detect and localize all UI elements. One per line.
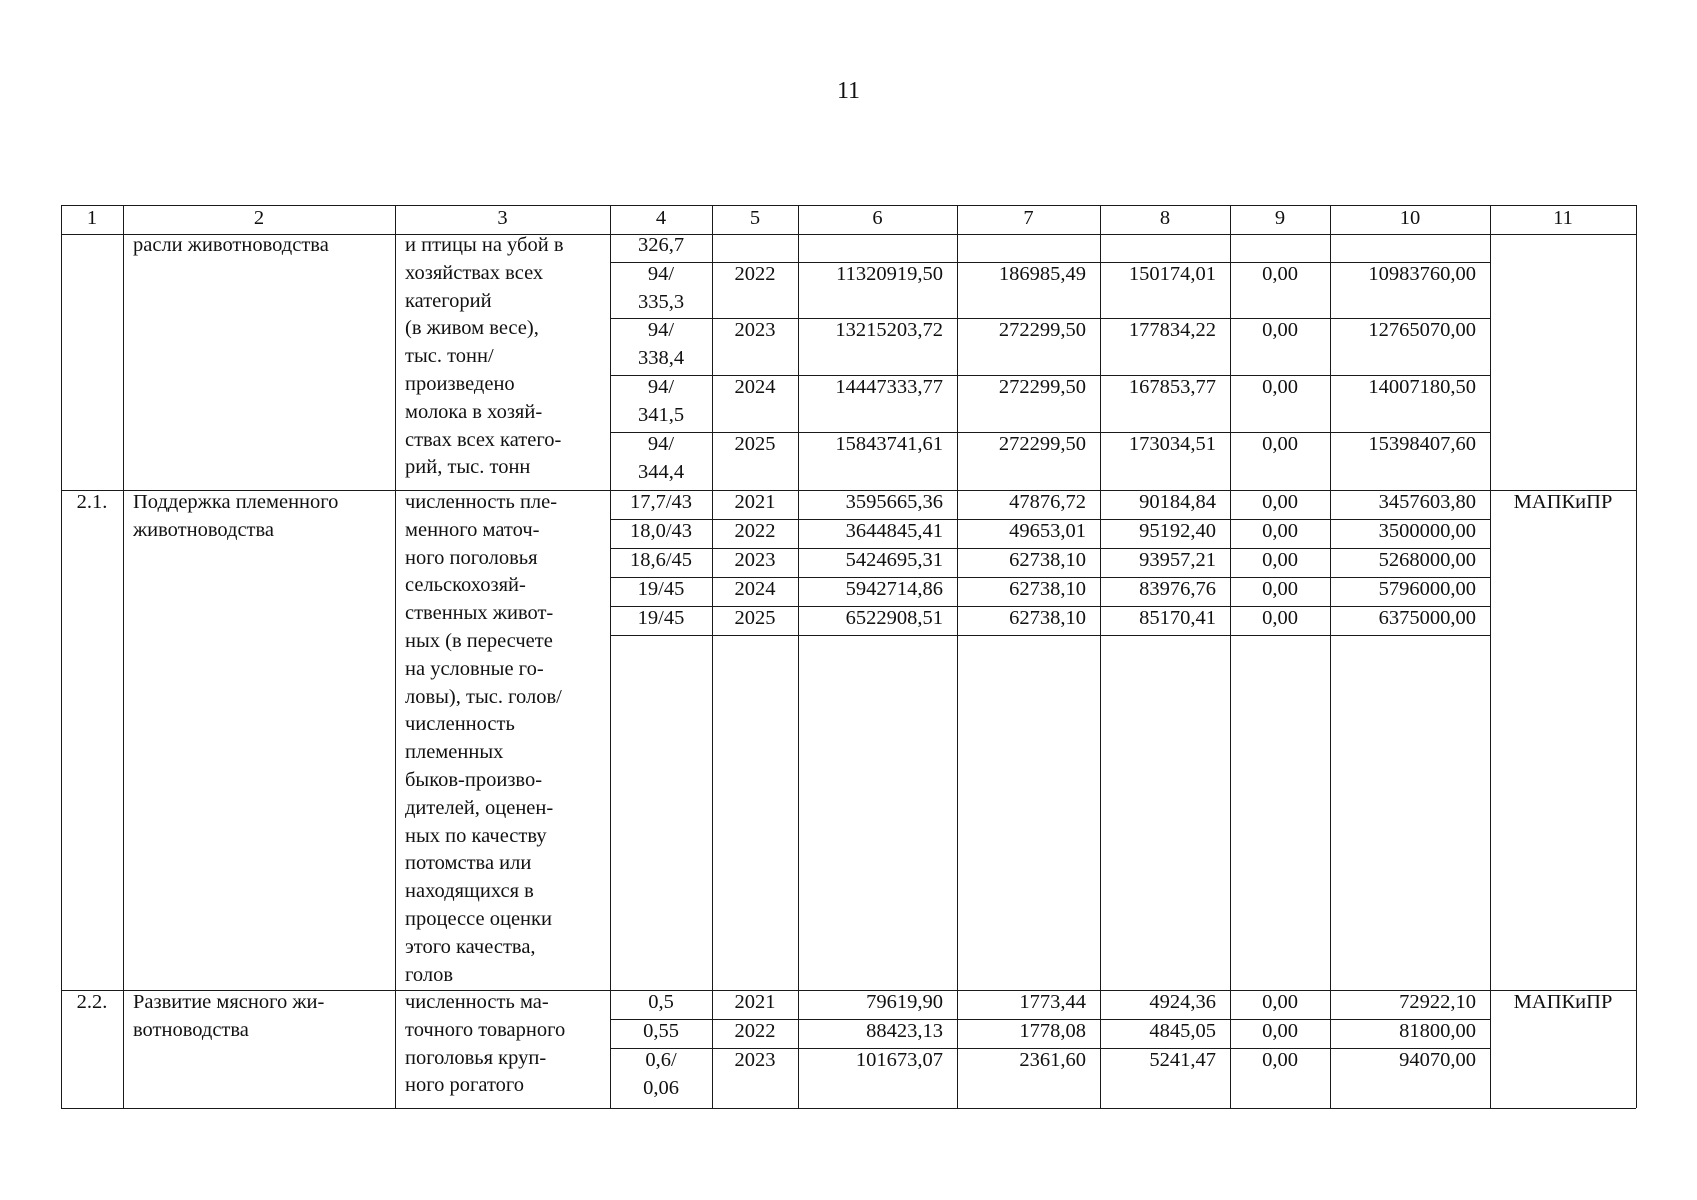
row-indicator: этого качества,	[405, 935, 536, 958]
amount-total: 79619,90	[866, 991, 943, 1013]
indicator-value: 338,4	[637, 346, 685, 369]
row-indicator: тыс. тонн/	[405, 345, 494, 368]
amount-total: 3595665,36	[845, 491, 943, 513]
amount-federal: 1778,08	[1019, 1020, 1086, 1042]
amount-extrabudget: 81800,00	[1399, 1020, 1476, 1042]
executor: МАПКиПР	[1513, 991, 1613, 1013]
column-header: 6	[872, 207, 883, 229]
amount-extrabudget: 12765070,00	[1368, 319, 1476, 341]
amount-federal: 272299,50	[998, 433, 1086, 455]
amount-federal: 186985,49	[998, 263, 1086, 285]
amount-extrabudget: 14007180,50	[1368, 376, 1476, 398]
indicator-value: 94/	[647, 319, 675, 341]
row-indicator: (в живом весе),	[405, 317, 539, 340]
amount-local: 0,00	[1262, 491, 1298, 513]
year: 2024	[734, 376, 776, 398]
amount-federal: 62738,10	[1009, 549, 1086, 571]
amount-total: 5424695,31	[845, 549, 943, 571]
amount-regional: 177834,22	[1128, 319, 1216, 341]
amount-federal: 62738,10	[1009, 607, 1086, 629]
row-indicator: менного маточ-	[405, 518, 540, 541]
row-indicator: численность ма-	[405, 991, 549, 1013]
indicator-value: 94/	[647, 376, 675, 398]
row-indicator: точного товарного	[405, 1018, 566, 1041]
amount-regional: 95192,40	[1139, 520, 1216, 542]
row-indicator: и птицы на убой в	[405, 234, 564, 256]
row-indicator: потомства или	[405, 852, 532, 875]
row-indicator: племенных	[405, 741, 504, 764]
row-indicator: быков-произво-	[405, 769, 543, 791]
page-number: 11	[836, 78, 861, 104]
amount-extrabudget: 94070,00	[1399, 1049, 1476, 1071]
column-header: 10	[1399, 207, 1421, 229]
column-header: 7	[1023, 207, 1034, 229]
amount-federal: 62738,10	[1009, 578, 1086, 600]
row-indicator: произведено	[405, 373, 515, 395]
row-indicator: голов	[405, 963, 454, 986]
year: 2025	[734, 607, 776, 629]
year: 2021	[734, 991, 776, 1013]
indicator-value: 94/	[647, 263, 675, 285]
indicator-value: 326,7	[637, 234, 685, 256]
table-rule	[610, 635, 1490, 636]
year: 2022	[734, 1020, 776, 1042]
amount-local: 0,00	[1262, 1049, 1298, 1071]
row-indicator: рий, тыс. тонн	[405, 456, 531, 479]
column-header: 9	[1274, 207, 1286, 229]
year: 2023	[734, 1049, 776, 1071]
indicator-value: 0,5	[648, 991, 674, 1013]
indicator-value: 0,06	[643, 1076, 679, 1099]
row-indicator: ственных живот-	[405, 602, 554, 625]
row-name: вотноводства	[133, 1018, 249, 1041]
amount-total: 15843741,61	[835, 433, 943, 455]
amount-regional: 5241,47	[1149, 1049, 1216, 1071]
table-rule	[61, 205, 62, 1108]
indicator-value: 17,7/43	[629, 491, 693, 513]
year: 2025	[734, 433, 776, 455]
row-indicator: ловы), тыс. голов/	[405, 685, 562, 708]
column-header: 8	[1159, 207, 1171, 229]
amount-regional: 85170,41	[1139, 607, 1216, 629]
row-indicator: категорий	[405, 289, 492, 312]
row-indicator: на условные го-	[405, 657, 544, 680]
table-rule	[1636, 205, 1637, 1108]
amount-total: 13215203,72	[835, 319, 943, 341]
amount-extrabudget: 6375000,00	[1378, 607, 1476, 629]
amount-total: 101673,07	[855, 1049, 943, 1071]
indicator-value: 19/45	[637, 578, 685, 600]
row-indicator: ных по качеству	[405, 824, 547, 847]
row-indicator: процессе оценки	[405, 908, 552, 930]
amount-federal: 272299,50	[998, 376, 1086, 398]
amount-total: 14447333,77	[835, 376, 943, 398]
row-name: Поддержка племенного	[133, 491, 339, 513]
year: 2024	[734, 578, 776, 600]
amount-extrabudget: 3500000,00	[1378, 520, 1476, 542]
amount-total: 6522908,51	[845, 607, 943, 629]
indicator-value: 0,6/	[645, 1049, 677, 1071]
amount-extrabudget: 5796000,00	[1378, 578, 1476, 600]
amount-regional: 4924,36	[1149, 991, 1216, 1013]
row-name: расли животноводства	[133, 234, 329, 256]
table-rule	[123, 205, 124, 1108]
amount-total: 5942714,86	[845, 578, 943, 600]
amount-federal: 1773,44	[1019, 991, 1086, 1013]
indicator-value: 19/45	[637, 607, 685, 629]
amount-regional: 4845,05	[1149, 1020, 1216, 1042]
indicator-value: 94/	[647, 433, 675, 455]
amount-regional: 173034,51	[1128, 433, 1216, 455]
year: 2023	[734, 549, 776, 571]
column-header: 4	[655, 207, 667, 229]
amount-local: 0,00	[1262, 578, 1298, 600]
column-header: 11	[1553, 207, 1573, 229]
amount-total: 3644845,41	[845, 520, 943, 542]
year: 2023	[734, 319, 776, 341]
row-indicator: ных (в пересчете	[405, 630, 553, 652]
table-rule	[1490, 205, 1491, 1108]
amount-extrabudget: 15398407,60	[1368, 433, 1476, 455]
column-header: 1	[86, 207, 98, 229]
amount-regional: 90184,84	[1139, 491, 1216, 513]
amount-federal: 272299,50	[998, 319, 1086, 341]
amount-federal: 47876,72	[1009, 491, 1086, 513]
row-indicator: молока в хозяй-	[405, 400, 543, 423]
amount-local: 0,00	[1262, 520, 1298, 542]
indicator-value: 344,4	[637, 460, 685, 483]
row-indicator: численность	[405, 713, 515, 736]
amount-regional: 167853,77	[1128, 376, 1216, 398]
year: 2021	[734, 491, 776, 513]
row-number: 2.2.	[76, 991, 108, 1013]
row-name: Развитие мясного жи-	[133, 991, 325, 1013]
amount-local: 0,00	[1262, 319, 1298, 341]
row-indicator: ствах всех катего-	[405, 428, 562, 451]
indicator-value: 18,6/45	[629, 549, 693, 571]
row-indicator: хозяйствах всех	[405, 261, 544, 284]
amount-local: 0,00	[1262, 263, 1298, 285]
table-rule	[395, 205, 396, 1108]
amount-local: 0,00	[1262, 376, 1298, 398]
executor: МАПКиПР	[1513, 491, 1613, 513]
row-indicator: ного поголовья	[405, 546, 538, 569]
amount-local: 0,00	[1262, 1020, 1298, 1042]
year: 2022	[734, 263, 776, 285]
row-indicator: численность пле-	[405, 491, 558, 513]
indicator-value: 18,0/43	[629, 520, 693, 542]
amount-total: 88423,13	[866, 1020, 943, 1042]
row-indicator: находящихся в	[405, 880, 534, 903]
column-header: 5	[749, 207, 761, 229]
amount-total: 11320919,50	[836, 263, 943, 285]
amount-federal: 49653,01	[1009, 520, 1086, 542]
row-number: 2.1.	[76, 491, 108, 513]
amount-regional: 93957,21	[1139, 549, 1216, 571]
amount-local: 0,00	[1262, 607, 1298, 629]
indicator-value: 341,5	[637, 403, 685, 426]
amount-federal: 2361,60	[1019, 1049, 1086, 1071]
amount-local: 0,00	[1262, 433, 1298, 455]
column-header: 3	[497, 207, 508, 229]
amount-extrabudget: 10983760,00	[1368, 263, 1476, 285]
amount-extrabudget: 3457603,80	[1378, 491, 1476, 513]
row-indicator: дителей, оценен-	[405, 796, 554, 819]
table-rule	[61, 1108, 1636, 1109]
indicator-value: 335,3	[637, 290, 685, 313]
amount-local: 0,00	[1262, 549, 1298, 571]
row-name: животноводства	[133, 518, 275, 541]
amount-regional: 83976,76	[1139, 578, 1216, 600]
row-indicator: поголовья круп-	[405, 1046, 547, 1069]
indicator-value: 0,55	[643, 1020, 679, 1042]
amount-extrabudget: 5268000,00	[1378, 549, 1476, 571]
amount-extrabudget: 72922,10	[1399, 991, 1476, 1013]
year: 2022	[734, 520, 776, 542]
amount-local: 0,00	[1262, 991, 1298, 1013]
column-header: 2	[253, 207, 265, 229]
row-indicator: сельскохозяй-	[405, 574, 526, 597]
amount-regional: 150174,01	[1128, 263, 1216, 285]
row-indicator: ного рогатого	[405, 1074, 525, 1097]
